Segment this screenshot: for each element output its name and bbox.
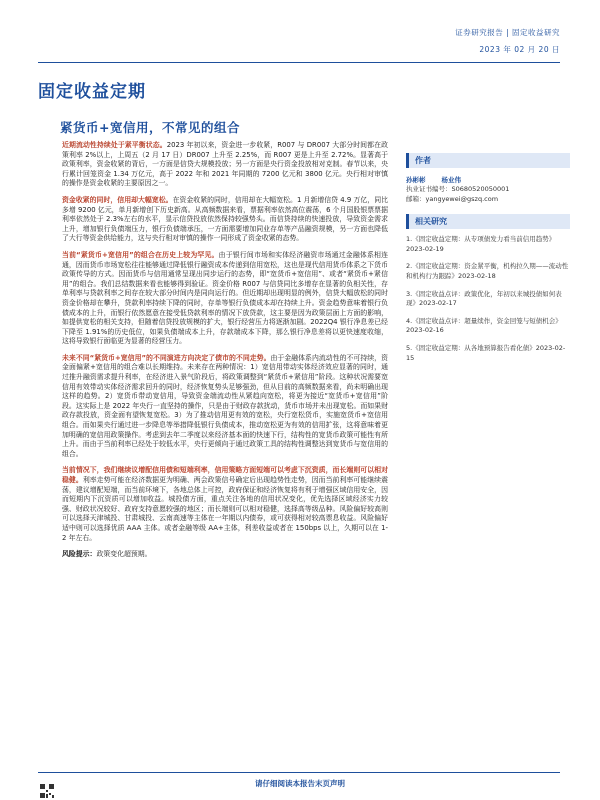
paragraph	[62, 550, 388, 560]
related-report[interactable]: 5.《固定收益定期：从各地预算报告看化债》2023-02-15	[406, 343, 566, 362]
related-research-list	[406, 235, 570, 363]
certificate-line	[406, 185, 570, 194]
report-date: 2023 年 02 月 20 日	[479, 45, 560, 54]
paragraph-lead: 当前“紧货币+宽信用”的组合在历史上较为罕见。	[62, 250, 219, 259]
paragraph-text: 由于金融体系内流动性的不可持续，资金面偏紧+宽信用的组合难以长期维持。未来存在两种情况：1）宽信用带动实体经济效应显著的同时，通过推升融资需求提升利率，在经济进入景气阶段后，将政策调整到“紧货币+紧信用”阶段。这种状况需要宽信用有效带动实体经济需求回升的同时，经济恢复势头足够强劲，但从目前的高频数据来看，尚未明确出现这样的趋势。2）宽货币带动宽信用，导致资金端流动性从紧趋向宽松，将更为接近“宽货币+宽信用”阶段。这实际上是 2022 年央行一直坚持的操作，只是由于财政存款扰动，货币市场并未出现宽松。而如果财政存款投放，资金面有望恢复宽松。3）为了推动信用更有效的宽松，央行宽松货币，实施宽货币+宽信用组合。而如果央行通过进一步降息等举措降低银行负债成本，推动宽松更为有效的信用扩张，这将意味着更加明确的宽信用政策操作。考虑到去年二季度以来经济基本面的快速下行，结构性的宽货币政策可能性有所上升。而由于当前利率已经处于较低水平，央行更倾向于通过政策工具的结构性调整达到宽货币与宽信用的组合。	[62, 353, 388, 458]
author-names	[406, 176, 570, 185]
paragraph-lead: 风险提示：	[62, 550, 97, 559]
related-report[interactable]: 1.《固定收益定期：从专项债发力看当前信用趋势》2023-02-19	[406, 235, 556, 253]
cert-number: S0680520050001	[451, 185, 510, 194]
paragraph-text: 在资金收紧的同时，信用却在大幅宽松。1 月新增信贷 4.9 万亿，同比多增 9200 亿元，单月新增创下历史新高。从高频数据来看，票据利率依然高位震荡，6 个月国股银票票据利率依然处于 2.3%左右的水平，显示信贷投放依然保持较强势头。而信贷持续的快速投放，导致资金需求上升，增加银行负债端压力，银行负债端承压，一方面需要增加同业存单等产品融资规模，另一方面也降低了大行等资金供给能力，这与央行相对审慎的操作一同形成了资金收紧的态势。	[62, 195, 388, 243]
authors-heading: 作者	[406, 153, 570, 168]
related-research-heading: 相关研究	[406, 214, 570, 229]
sidebar	[406, 153, 570, 371]
related-report[interactable]: 2.《固定收益定期：资金紧平衡，机构拉久期——流动性和机构行为跟踪》2023-02-18	[406, 262, 569, 280]
paragraph-text: 由于银行间市场和实体经济融资市场通过金融体系相连通，因而货币市场宽松往往能够通过降低银行融资成本传递到信用宽松，这也是现代信用货币体系之下货币政策传导的方式。因而货币与信用通常呈现出同步运行的态势，即“宽货币+宽信用”、或者“紧货币+紧信用”的组合。我们总结数据来看也能够得到验证。资金价格 R007 与信贷同比多增存在显著的负相关性，存单利率与贷款利率之间存在较大部分时间内是同向运行的。但近期却出现明显的例外，信贷大幅放松的同时资金价格却在攀升，贷款利率持续下降的同时，存单等银行负债成本却在持续上升。资金趋势意味着银行负债成本的上升，而银行依然愿意在接受低贷款利率的情况下放贷款，这主要是因为政策层面上方面的影响，如提供宽松的相关支持，但随着信贷投放规模的扩大，银行经营压力将逐渐加剧。2022Q4 银行净息差已经下降至 1.91%的历史低位，如果负债端成本上升，存款端成本下降，那么银行净息差将以更快速度收缩，这将导致银行面临更为显著的经营压力。	[62, 250, 388, 346]
author-name: 孙彬彬	[406, 176, 426, 184]
paragraph-lead: 未来不同“紧货币+宽信用”的不同演进方向决定了债市的不同走势。	[62, 353, 271, 362]
footer-disclaimer: 请仔细阅读本报告末页声明	[255, 779, 345, 788]
paragraph-lead: 当前情况下，我们继续议增配信用债和短端利率，信用策略方面短端可以考虑下沉资质，而长端则可以相对稳健。	[62, 466, 388, 484]
report-subtitle: 紧货币+宽信用，不常见的组合	[60, 120, 240, 135]
authors-block	[406, 176, 570, 204]
email-label: 邮箱：	[406, 194, 426, 203]
paragraph	[62, 141, 388, 189]
related-report[interactable]: 4.《固定收益点评：超量续作，资金回笼与短债机会》2023-02-16	[406, 316, 562, 335]
paragraph-lead: 近期流动性持续处于紧平衡状态。	[62, 141, 167, 149]
paragraph-lead: 资金收紧的同时，信用却大幅宽松。	[62, 195, 173, 204]
main-body	[62, 141, 388, 567]
paragraph	[62, 196, 388, 244]
author-name: 杨业伟	[441, 176, 461, 184]
paragraph	[62, 354, 388, 460]
paragraph-text: 利率走势可能在经济数据更为明确、两会政策信号确定后出现趋势性走势，因而当前利率可能继续震荡，建议增配短端，而当前环境下，各地总体上可控，政府保证和经济恢复将有利于增强区域信用安全，因而短期内下沉资质可以增加收益。城投债方面，重点关注各地的信用状况变化，优先选择区域经济实力较强、财政状况较好、政府支持意愿较强的地区；而长端则可以相对稳健，选择高等级品种。风险偏好较高则可以选择天津城投、甘肃城投、云南高速等主体在一年期以内债券，或可获得相对较高票息收益。风险偏好适中则可以选择优质 AAA 主体。或者金融等级 AA+主体，利差收益或者在 150bps 以上，久期可以在 1-2 年左右。	[62, 476, 388, 542]
paragraph	[62, 466, 388, 543]
report-title: 固定收益定期	[38, 82, 146, 102]
cert-label: 执业证书编号：	[406, 185, 452, 194]
paragraph	[62, 251, 388, 347]
header-divider	[38, 62, 560, 63]
report-header	[455, 27, 560, 55]
paragraph-text: 政策变化超预期。	[96, 550, 152, 559]
email-address[interactable]: yangyewei@gszq.com	[425, 194, 499, 203]
paragraph-text: 2023 年初以来，资金进一步收紧，R007 与 DR007 大部分时间都在政策利率 2%以上，上周五（2 月 17 日）DR007 上升至 2.25%，而 R007 更是上升至 2.72%。显著高于政策利率，资金收紧的背后，一方面是信贷大规模投放；另一方面是央行资金投放相对克制。春节以来，央行累计回笼资金 1.34 万亿元，高于 2022 年和 2021 年同期的 7200 亿元和 3800 亿元。央行相对审慎的操作是资金收紧的主要原因之一。	[62, 141, 389, 188]
footer-divider	[38, 772, 560, 773]
related-report[interactable]: 3.《固定收益点评：政策优化，年初以来城投债如何表现》2023-02-17	[406, 289, 562, 308]
email-line	[406, 195, 570, 204]
report-category: 证券研究报告 | 固定收益研究	[455, 28, 560, 37]
